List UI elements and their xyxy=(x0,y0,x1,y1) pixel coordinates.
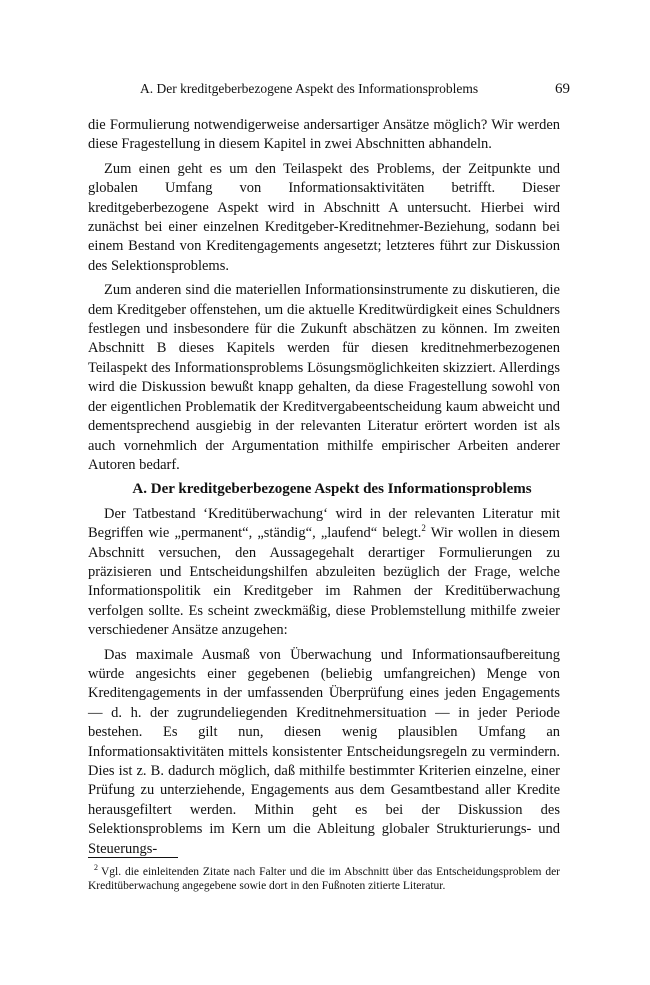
paragraph-2: Zum einen geht es um den Teilaspekt des Problems, der Zeitpunkte und globalen Umfang von Informationsaktivitäten betrifft. Dieser kreditgeberbezogene Aspekt wird in Abschnitt A untersucht. Hierbei wird zunächst bei einer einzelnen Kreditgeber-Kreditnehmer-Beziehung, sodann bei einem Bestand von Kreditengagements angesetzt; letzteres führt zur Diskussion des Selektionsproblems. xyxy=(88,160,560,274)
footnote-divider xyxy=(88,857,178,858)
running-header xyxy=(140,80,570,98)
paragraph-4-rest: Wir wollen in diesem Abschnitt versuchen, den Aussagegehalt derartiger Formulierungen zu präzisieren und Entscheidungshilfen abzuleiten bezüglich der Frage, welche Informationspolitik ein Kreditgeber im Rahmen der Kreditüberwachung verfolgen sollte. Es scheint zweckmäßig, diese Problemstellung mithilfe zweier verschiedener Ansätze anzugehen: xyxy=(88,525,560,639)
body-text xyxy=(88,116,560,864)
footnote-text: Vgl. die einleitenden Zitate nach Falter und die im Abschnitt über das Entscheidungsproblem der Kreditüberwachung angegebene sowie dort in den Fußnoten zitierte Literatur. xyxy=(88,865,560,893)
footnote-mark: 2 xyxy=(94,863,98,872)
footnote xyxy=(88,861,560,894)
footnote-reference[interactable]: 2 xyxy=(421,523,426,534)
paragraph-4 xyxy=(88,505,560,641)
paragraph-1: die Formulierung notwendigerweise andersartiger Ansätze möglich? Wir werden diese Fragestellung in diesem Kapitel in zwei Abschnitten abhandeln. xyxy=(88,117,560,153)
running-title: A. Der kreditgeberbezogene Aspekt des Informationsproblems xyxy=(140,81,479,96)
page-number: 69 xyxy=(555,81,570,97)
paragraph-5: Das maximale Ausmaß von Überwachung und Informationsaufbereitung würde angesichts einer gegebenen (beliebig umfangreichen) Menge von Kreditengagements in der umfassenden Überprüfung eines jeden Engagements — d. h. der zugrundeliegenden Kreditnehmersituation — in jeder Periode bestehen. Es gilt nun, diesen wenig plausiblen Umfang an Informationsaktivitäten mittels konsistenter Entscheidungsregeln zu vermindern. Dies ist z. B. dadurch möglich, daß mithilfe bestimmter Kriterien einzelne, einer Prüfung zu unterziehende, Engagements aus dem Gesamtbestand aller Kredite herausgefiltert werden. Mithin geht es bei der Diskussion des Selektionsproblems im Kern um die Ableitung globaler Strukturierungs- und Steuerungs- xyxy=(88,646,560,857)
paragraph-3: Zum anderen sind die materiellen Informationsinstrumente zu diskutieren, die dem Kreditgeber offenstehen, um die aktuelle Kreditwürdigkeit eines Schuldners festlegen und insbesondere für die Zukunft abschätzen zu können. Im zweiten Abschnitt B dieses Kapitels werden für diesen kreditnehmerbezogenen Teilaspekt des Informationsproblems Lösungsmöglichkeiten skizziert. Allerdings wird die Diskussion bewußt knapp gehalten, da diese Fragestellung sowohl von der eigentlichen Problematik der Kreditvergabeentscheidung kaum abweicht und dementsprechend ausgiebig in der relevanten Literatur erörtert worden ist als auch vornehmlich der Argumentation mithilfe empirischer Arbeiten anderer Autoren bedarf. xyxy=(88,282,560,473)
section-heading: A. Der kreditgeberbezogene Aspekt des Informationsproblems xyxy=(132,481,532,498)
paragraph-4-text: Der Tatbestand ‘Kreditüberwachung‘ wird in der relevanten Literatur mit Begriffen wie „permanent“, „ständig“, „laufend“ belegt. xyxy=(88,505,560,542)
